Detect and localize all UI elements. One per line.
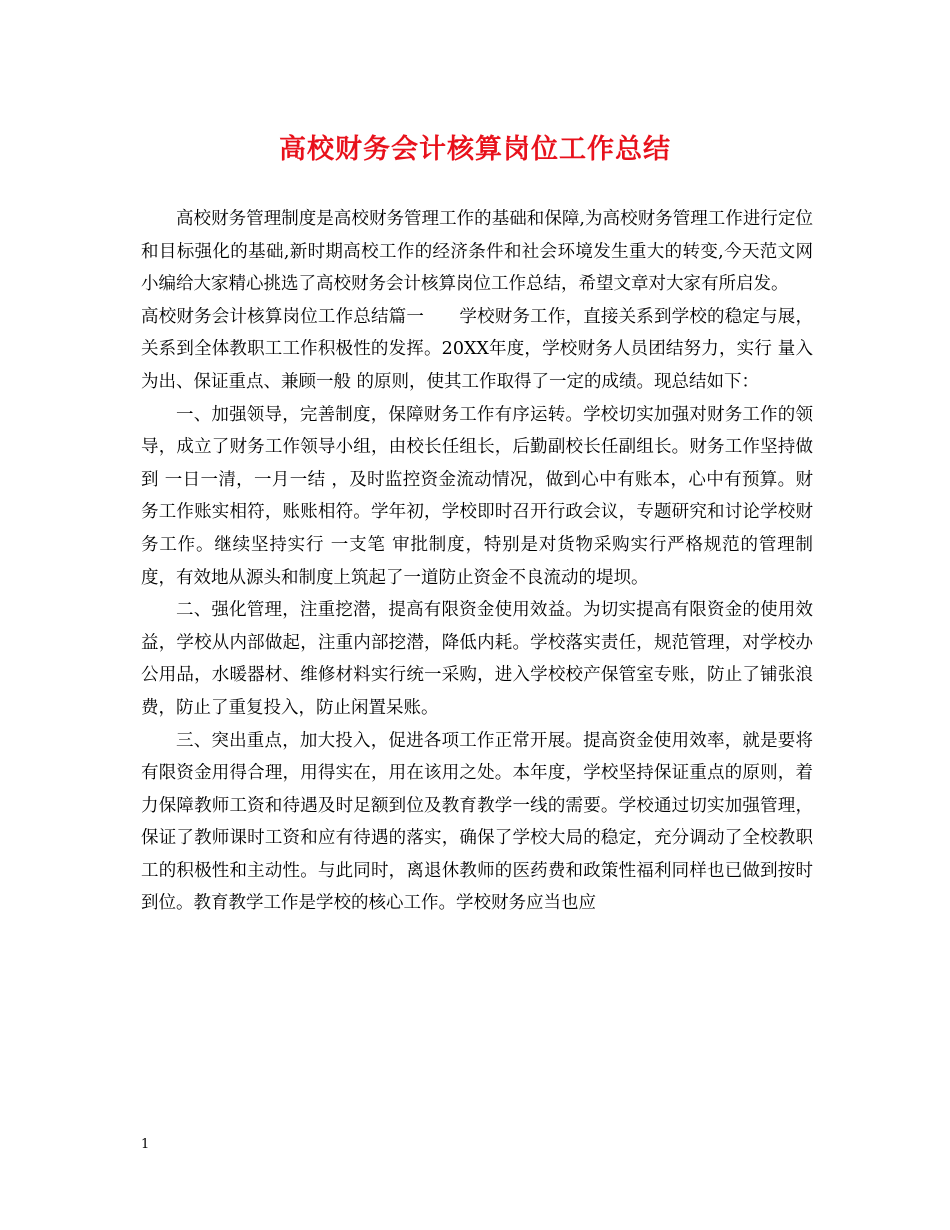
intro-paragraph: 高校财务管理制度是高校财务管理工作的基础和保障,为高校财务管理工作进行定位和目标强化的基础,新时期高校工作的经济条件和社会环境发生重大的转变,今天范文网小编给大家精心挑选了高校财务会计核算岗位工作总结，希望文章对大家有所启发。 xyxy=(141,209,813,295)
point-three-paragraph: 三、突出重点，加大投入，促进各项工作正常开展。提高资金使用效率，就是要将有限资金用得合理，用得实在，用在该用之处。本年度，学校坚持保证重点的原则，着力保障教师工资和待遇及时足额到位及教育教学一线的需要。学校通过切实加强管理，保证了教师课时工资和应有待遇的落实，确保了学校大局的稳定，充分调动了全校教职工的积极性和主动性。与此同时，离退休教师的医药费和政策性福利同样也已做到按时到位。教育教学工作是学校的核心工作。学校财务应当也应 xyxy=(141,730,813,914)
section-heading-paragraph: 高校财务会计核算岗位工作总结篇一 学校财务工作，直接关系到学校的稳定与展，关系到全体教职工工作积极性的发挥。20XX年度，学校财务人员团结努力，实行 量入为出、保证重点、兼顾一般 的原则，使其工作取得了一定的成绩。现总结如下： xyxy=(141,306,813,392)
document-title: 高校财务会计核算岗位工作总结 xyxy=(279,134,671,165)
point-two-paragraph: 二、强化管理，注重挖潜，提高有限资金使用效益。为切实提高有限资金的使用效益，学校从内部做起，注重内部挖潜，降低内耗。学校落实责任，规范管理，对学校办公用品，水暖器材、维修材料实行统一采购，进入学校校产保管室专账，防止了铺张浪费，防止了重复投入，防止闲置呆账。 xyxy=(141,600,813,718)
document-body xyxy=(141,203,813,920)
point-one-paragraph: 一、加强领导，完善制度，保障财务工作有序运转。学校切实加强对财务工作的领导，成立了财务工作领导小组，由校长任组长，后勤副校长任副组长。财务工作坚持做到 一日一清，一月一结 ，及时监控资金流动情况，做到心中有账本，心中有预算。财务工作账实相符，账账相符。学年初，学校即时召开行政会议，专题研究和讨论学校财务工作。继续坚持实行 一支笔 审批制度，特别是对货物采购实行严格规范的管理制度，有效地从源头和制度上筑起了一道防止资金不良流动的堤坝。 xyxy=(141,404,813,588)
page-number: 1 xyxy=(141,1137,150,1152)
